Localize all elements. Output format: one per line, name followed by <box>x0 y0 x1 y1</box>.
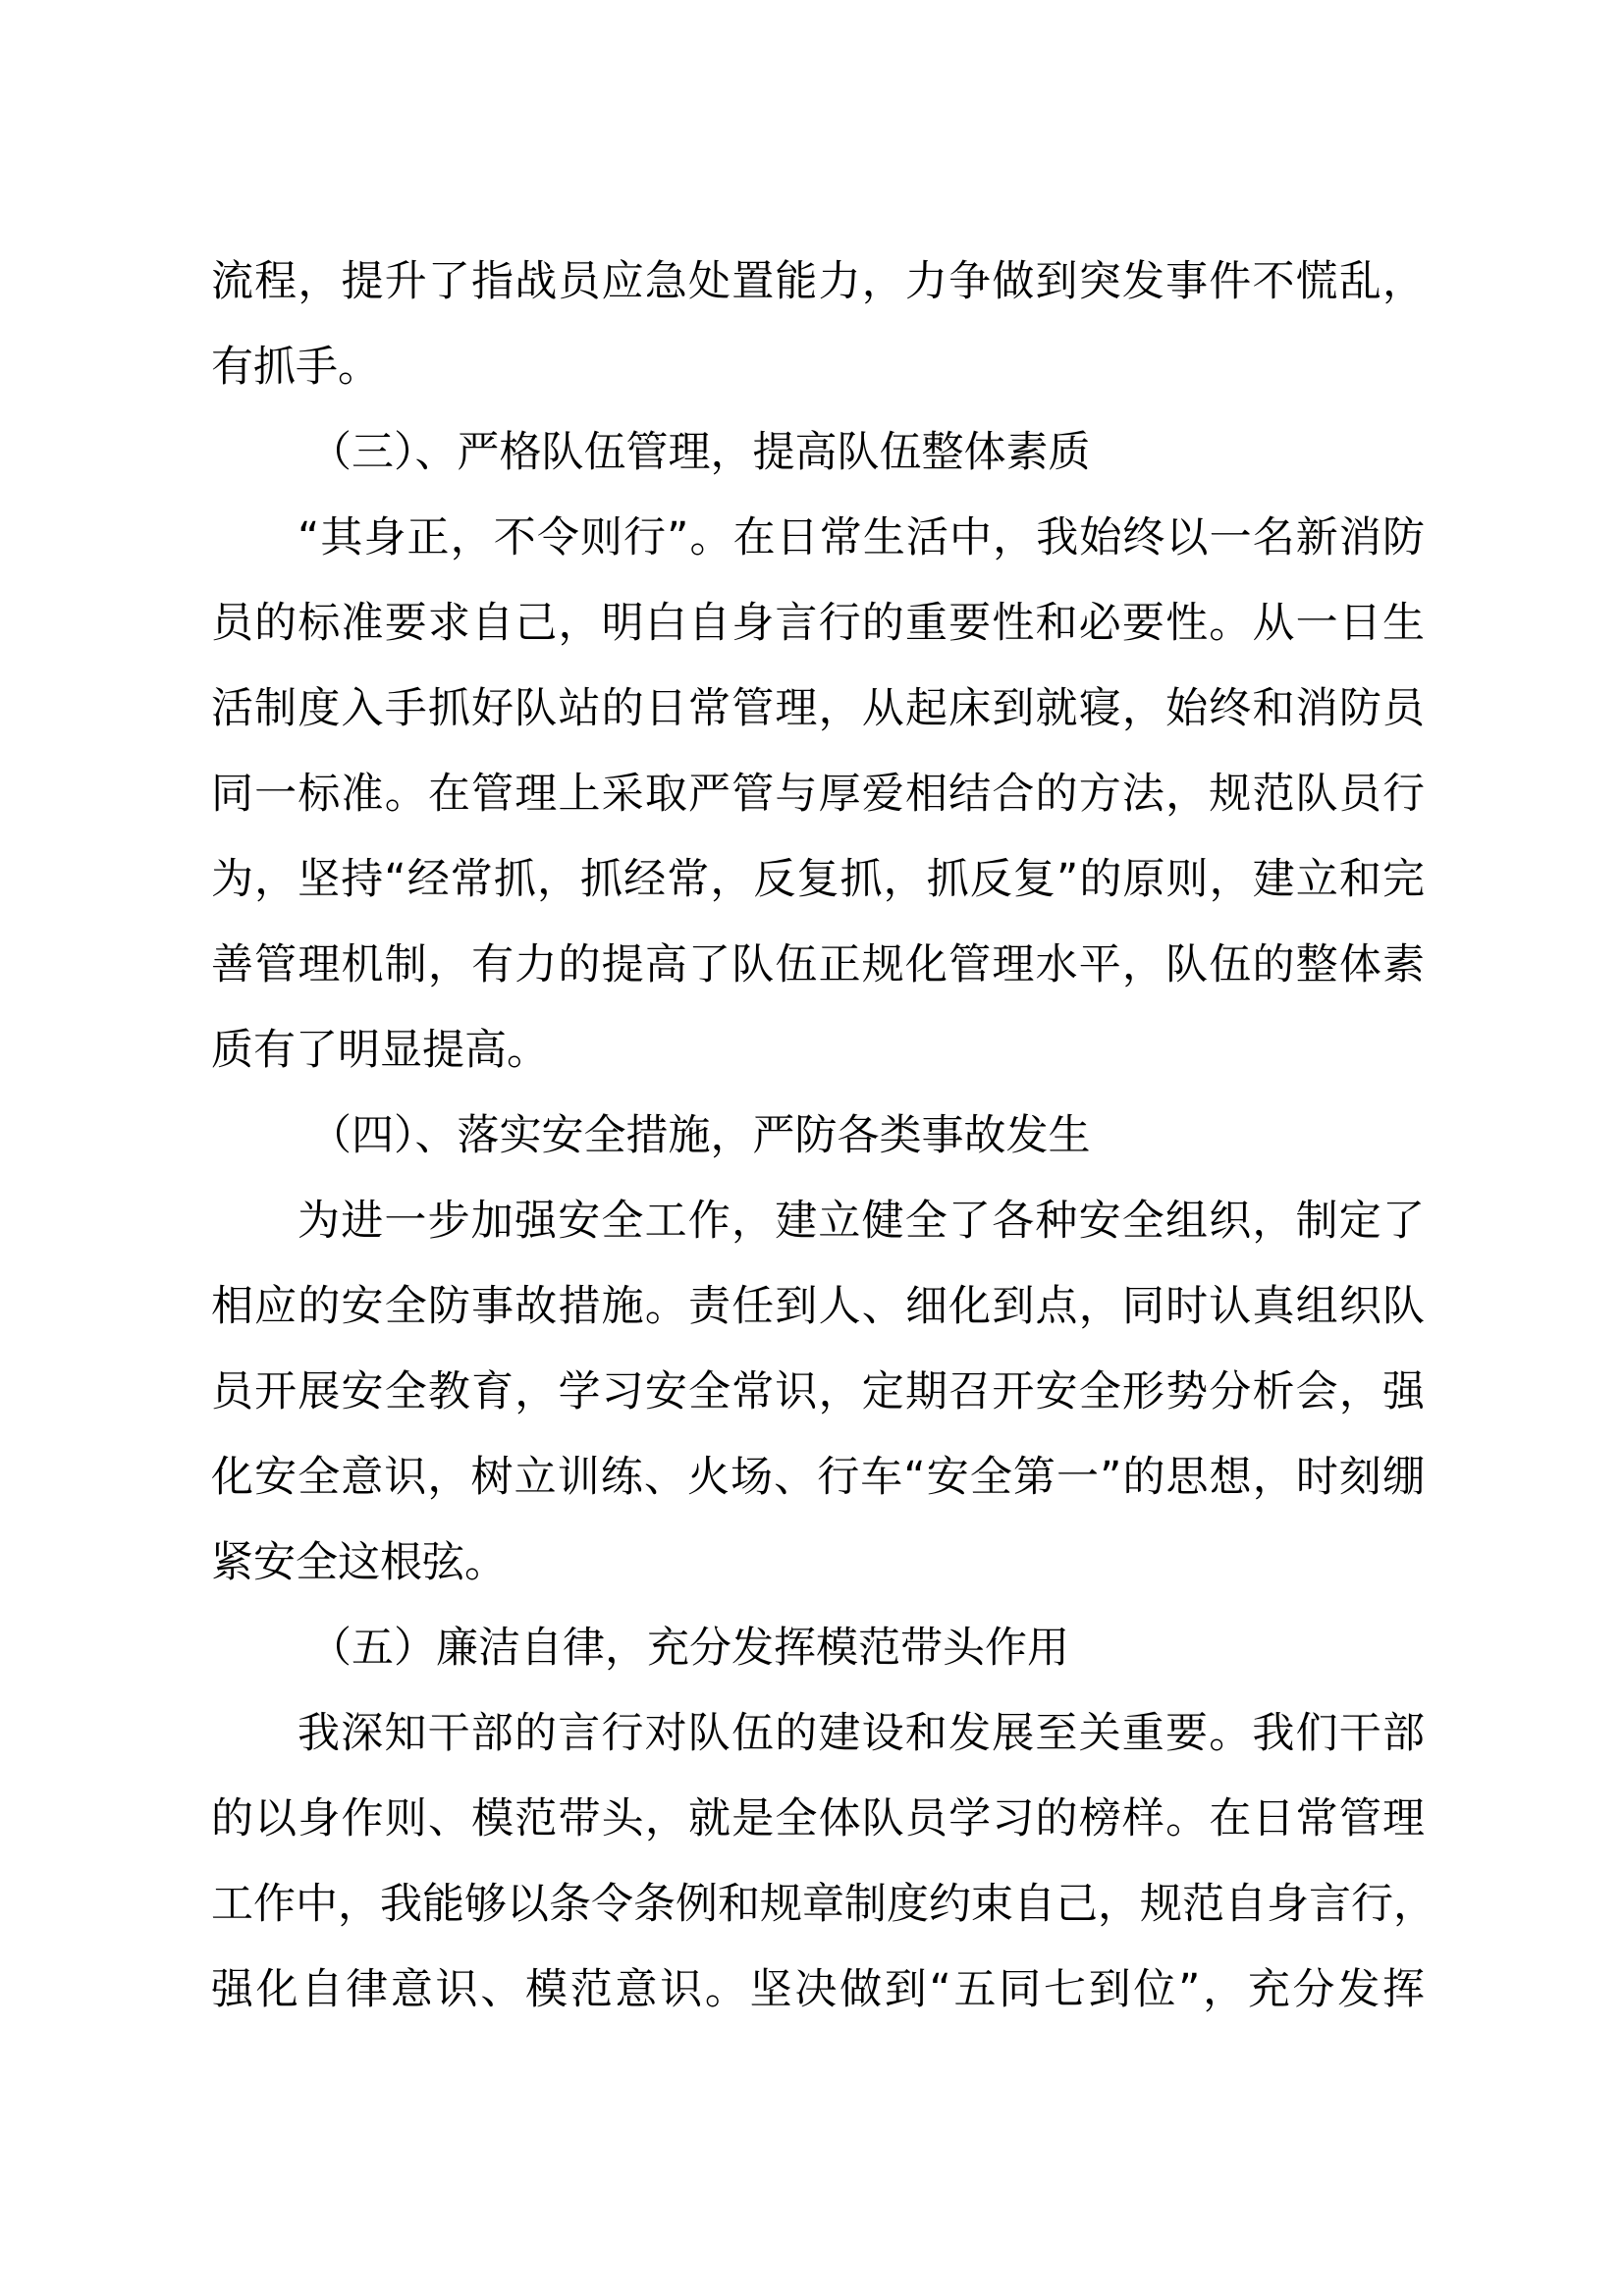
section-heading <box>211 1606 1425 1691</box>
document-page <box>211 240 1435 2033</box>
text-line: 我深知干部的言行对队伍的建设和发展至关重要。我们干部 <box>298 1709 1425 1758</box>
text-line: 强化自律意识、模范意识。坚决做到“五同七到位”，充分发挥 <box>211 1965 1425 2014</box>
text-line: 的以身作则、模范带头，就是全体队员学习的榜样。在日常管理 <box>211 1794 1425 1843</box>
text-line: 流程，提升了指战员应急处置能力，力争做到突发事件不慌乱， <box>211 257 1425 306</box>
text-line: 化安全意识，树立训练、火场、行车“安全第一”的思想，时刻绷 <box>211 1453 1425 1502</box>
text-line: 相应的安全防事故措施。责任到人、细化到点，同时认真组织队 <box>211 1282 1425 1331</box>
text-line: 善管理机制，有力的提高了队伍正规化管理水平，队伍的整体素 <box>211 940 1425 989</box>
paragraph <box>211 1691 1435 2033</box>
text-line: 工作中，我能够以条令条例和规章制度约束自己，规范自身言行， <box>211 1880 1435 1929</box>
section-heading <box>211 410 1425 496</box>
text-line: “其身正，不令则行”。在日常生活中，我始终以一名新消防 <box>298 513 1425 562</box>
text-line: （五）廉洁自律，充分发挥模范带头作用 <box>309 1624 1069 1673</box>
text-line: 同一标准。在管理上采取严管与厚爱相结合的方法，规范队员行 <box>211 770 1425 819</box>
text-line: 员的标准要求自己，明白自身言行的重要性和必要性。从一日生 <box>211 599 1425 648</box>
text-line: 员开展安全教育，学习安全常识，定期召开安全形势分析会，强 <box>211 1367 1425 1416</box>
paragraph <box>211 240 1425 410</box>
text-line: （四）、落实安全措施，严防各类事故发生 <box>309 1111 1091 1160</box>
paragraph <box>211 1179 1425 1606</box>
text-line: 质有了明显提高。 <box>211 1026 549 1075</box>
section-heading <box>211 1094 1425 1179</box>
text-line: 有抓手。 <box>211 343 380 392</box>
text-line: 紧安全这根弦。 <box>211 1538 507 1587</box>
text-line: 活制度入手抓好队站的日常管理，从起床到就寝，始终和消防员 <box>211 684 1425 733</box>
text-line: 为，坚持“经常抓，抓经常，反复抓，抓反复”的原则，建立和完 <box>211 855 1425 904</box>
text-line: （三）、严格队伍管理，提高队伍整体素质 <box>309 428 1091 477</box>
paragraph <box>211 496 1425 1094</box>
text-line: 为进一步加强安全工作，建立健全了各种安全组织，制定了 <box>298 1197 1425 1246</box>
